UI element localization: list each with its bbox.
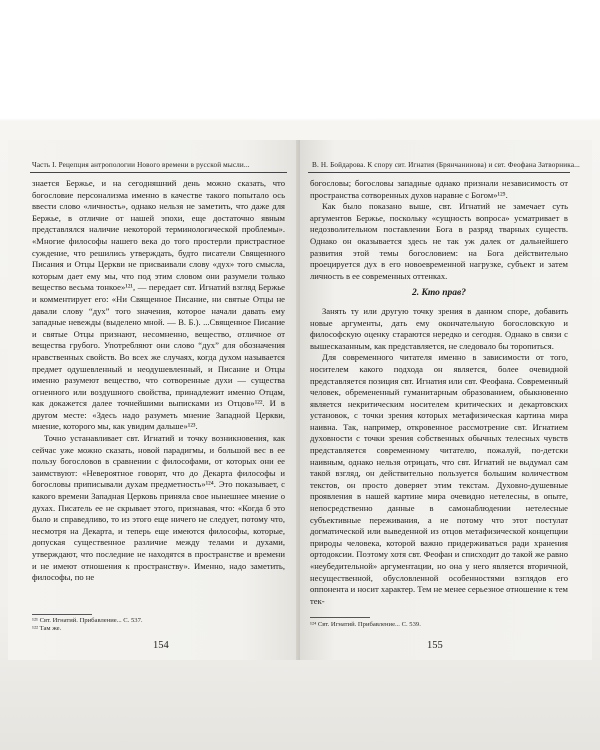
- right-paragraph-3: Занять ту или другую точку зрения в данном споре, добавить новые аргументы, дать ему окончательную богословскую и философскую оценку стараются нередко и сегодня. Однако в связи с вышесказанным, как представляется, не следовало бы торопиться.: [310, 305, 568, 351]
- right-page-number: 155: [427, 640, 443, 651]
- right-paragraph-1: богословы; богословы западные однако признали независимость от пространства сотворенных духов наравне с Богом»¹²⁵.: [310, 178, 568, 200]
- right-running-head: В. Н. Бойдарова. К спору свт. Игнатия (Брянчанинова) и свт. Феофана Затворника...: [312, 161, 580, 169]
- left-page-number: 154: [153, 640, 169, 651]
- left-paragraph-1: знается Бержье, и на сегодняшний день можно сказать, что богословие персонализма именно в качестве такого попытало ось ввести слово «личность», однако нельзя не заметить, что даже для Бержье, в отличие от нашей эпохи, еще достаточно явным представлялся наличие некоторой терминологической проблемы». «Многие философы нашего века до того простерли пристрастное суждение, что решились утверждать, будто писатели Священного Писания и Отцы Церкви не присваивали слову «дух» того смысла, которым дает ему мы, что под этим словом они разумели только вещество весьма тонкое»¹²¹, — передает свт. Игнатий взгляд Бержье и комментирует его: «Ни Священное Писание, ни святые Отцы не давали слову “дух” того значения, которое начали давать ему западные невежды (выделено мной. — В. Б.). ...Священное Писание и святые Отцы признают, несомненно, вещество, отличное от вещества грубого. Употребляют они слово “дух” для обозначения нравственных свойств. Во всех же случаях, когда духом называется предмет одушевленный и неодушевленный, и Писание и Отцы именно разумеют вещество, что сотворенные духи — существа огненного или воздушного свойства, принадлежит именно Отцам, как докажется далее точнейшими выписками из Отцов»¹²². И в другом месте: «Здесь надо разуметь мнение Западной Церкви, мнение, которого мы, как увидим дальше»¹²³.: [32, 178, 285, 432]
- section-title: 2. Кто прав?: [411, 288, 467, 299]
- right-header-rule: [308, 172, 570, 173]
- left-footnotes: [32, 617, 143, 634]
- left-running-head: Часть I. Рецепция антропологии Нового времени в русской мысли...: [32, 161, 250, 169]
- footnote-122: ¹²² Там же.: [32, 625, 62, 633]
- left-body-text: [32, 178, 285, 584]
- left-header-rule: [30, 172, 287, 173]
- footnote-121: ¹²¹ Свт. Игнатий. Прибавление... С. 537.: [32, 617, 143, 624]
- left-footnote-rule: [32, 614, 92, 615]
- right-footnote-rule: [310, 617, 370, 618]
- right-paragraph-4: Для современного читателя именно в зависимости от того, носителем какого подхода он является, более очевидной представляется позиция свт. Игнатия или свт. Феофана. Современный человек, обремененный гуманитарным образованием, обыкновенно является некритическим носителем критических и декартовских установок, с точки зрения которых метафизическая картина мира наивна. Так, например, откровенное рассмотрение свт. Игнатием духовности с точки зрения собственных обычных телесных чувств представляется современному читателю, пожалуй, по-детски наивным, однако нельзя отрицать, что свт. Игнатий не выдумал сам такой взгляд, он действительно пользуется большим количеством текстов, он просто доверяет этим текстам. Духовно-душевные проявления в нашей картине мира очевидно нетелесны, в опыте, непосредственно данные в самонаблюдении нетелесные субъективные переживания, а не потому что этот постулат догматической или выведенной из отцов метафизической концепции природы человека, которой важно придерживаться ради хранения ортодоксии. Поэтому хотя свт. Феофан и списходит до такой же равно «неубедительной» аргументации, но она у него является вторичной, несущественной, обусловленной особенностями взглядов его оппонента и носит характер. Тем не менее серьезное отношение к тем тек-: [310, 352, 568, 606]
- left-paragraph-2: Точно устанавливает свт. Игнатий и точку возникновения, как сейчас уже можно сказать, новой парадигмы, и большой вес в ее пользу богословов в сравнении с философами, от которых они ее заимствуют: «Невероятное говорят, что до Декарта философы и богословы приписывали духам предметность»¹²⁴. Это показывает, с какого времени Западная Церковь приняла свое нынешнее мнение о духах. Писатель ее не скрывает этого, признавая, что: «Когда б это было и справедливо, то из этого еще ничего не следует, потому что, несмотря на Декарта, и теперь еще имеются философы, которые, допуская существенное различие между телами и духами, утверждают, что последние не находятся в пространстве и времени и не имеют отношения к пространству». Именно, надо заметить, философы, по не: [32, 433, 285, 583]
- footnote-124: ¹²⁴ Свт. Игнатий. Прибавление... С. 539.: [310, 621, 421, 628]
- right-paragraph-2: Как было показано выше, свт. Игнатий не замечает суть аргументов Бержье, поскольку «сущность вопроса» усматривает в недозволительном поставлении Бога в разряд тварных существ. Однако он оказывается здесь не так уж далек от дальнейшего развития этой темы богословием: на Бога действительно проецируется дух в его новоевременной нагрузке, субъект и затем личность в ее современных оттенках.: [310, 201, 568, 281]
- right-body-text: [310, 178, 568, 607]
- right-footnotes: [310, 621, 421, 629]
